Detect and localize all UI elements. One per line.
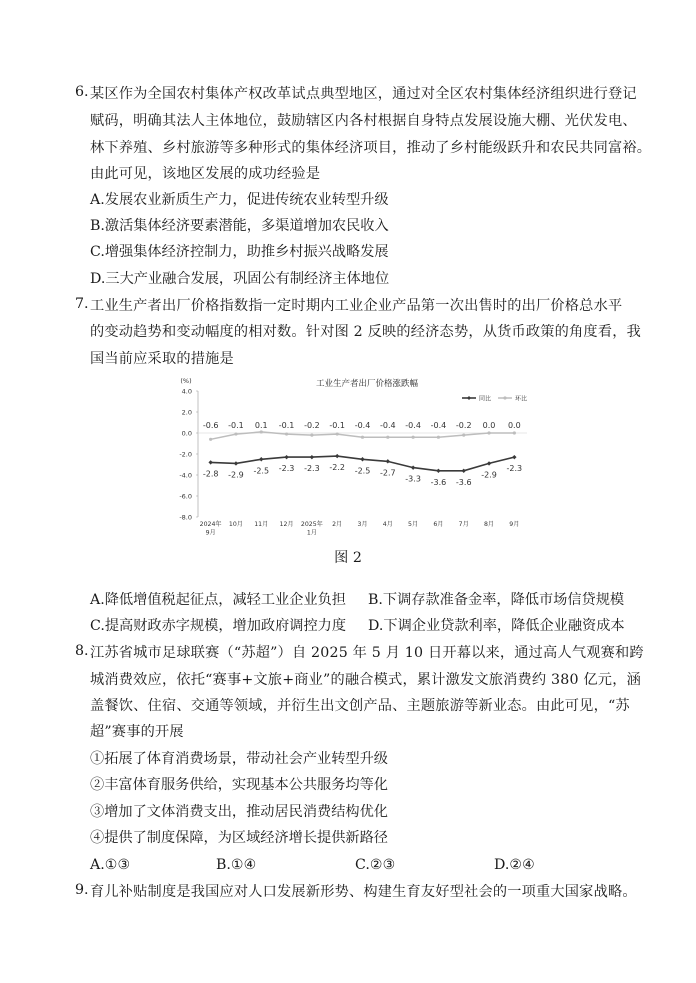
mom-point — [310, 434, 313, 437]
q6-line-2: 赋码，明确其法人主体地位，鼓励辖区内各村根据自身特点发展设施大棚、光伏发电、 — [90, 113, 637, 129]
x-tick-label: 5月 — [408, 521, 419, 528]
q6-line-1: 某区作为全国农村集体产权改革试点典型地区，通过对全区农村集体经济组织进行登记 — [90, 86, 637, 102]
mom-point — [336, 432, 339, 435]
mom-data-label: 0.0 — [507, 421, 521, 430]
mom-point — [513, 431, 516, 434]
yoy-data-label: -2.3 — [278, 464, 295, 474]
yoy-point — [386, 459, 390, 463]
mom-data-label: 0.1 — [254, 421, 268, 430]
mom-point — [285, 432, 288, 435]
yoy-point — [512, 455, 516, 459]
mom-point — [462, 434, 465, 437]
yoy-point — [208, 460, 212, 464]
q9-number: 9. — [75, 882, 89, 898]
mom-data-label: -0.6 — [202, 421, 219, 430]
yoy-data-label: -3.6 — [430, 477, 447, 487]
legend-label-yoy: 同比 — [479, 395, 492, 403]
mom-point — [437, 436, 440, 439]
q7-option-c: C.提高财政赤字规模，增加政府调控力度 — [90, 618, 347, 634]
mom-data-label: -0.4 — [354, 421, 371, 430]
yoy-data-label: -2.9 — [228, 470, 244, 480]
yoy-point — [335, 454, 339, 458]
q8-statement-4: ④提供了制度保障，为区域经济增长提供新路径 — [90, 830, 388, 846]
q6-option-d: D.三大产业融合发展，巩固公有制经济主体地位 — [90, 271, 390, 287]
mom-point — [361, 436, 364, 439]
x-tick-label: 11月 — [254, 521, 269, 528]
y-tick-label: -6.0 — [179, 492, 192, 501]
mom-point — [487, 431, 490, 434]
x-tick-label: 2月 — [332, 521, 343, 528]
yoy-point — [487, 461, 491, 465]
yoy-point — [284, 455, 288, 459]
q7-line-1: 工业生产者出厂价格指数指一定时期内工业企业产品第一次出售时的出厂价格总水平 — [90, 298, 623, 314]
mom-data-label: -0.4 — [430, 421, 447, 430]
q6-option-c: C.增强集体经济控制力，助推乡村振兴战略发展 — [90, 244, 389, 260]
q9-line-1: 育儿补贴制度是我国应对人口发展新形势、构建生育友好型社会的一项重大国家战略。 — [90, 884, 637, 900]
mom-data-label: -0.1 — [228, 421, 244, 430]
y-tick-label: 0.0 — [181, 429, 192, 438]
yoy-point — [436, 469, 440, 473]
x-tick-label: 9月 — [509, 521, 520, 528]
q8-number: 8. — [75, 643, 89, 659]
q7-option-b: B.下调存款准备金率，降低市场信贷规模 — [368, 592, 625, 608]
x-tick-label: 8月 — [483, 521, 495, 528]
x-tick-label: 6月 — [433, 521, 444, 528]
yoy-point — [411, 465, 415, 469]
mom-data-label: -0.1 — [329, 421, 345, 430]
mom-data-label: -0.2 — [304, 421, 320, 430]
q8-option-d: D.②④ — [494, 857, 535, 873]
x-tick-label: 4月 — [382, 521, 393, 528]
yoy-data-label: -2.7 — [380, 468, 396, 478]
mom-data-label: -0.2 — [455, 421, 472, 430]
mom-point — [412, 436, 415, 439]
x-tick-label: 10月 — [228, 521, 243, 528]
x-tick-label: 7月 — [458, 521, 469, 528]
mom-point — [386, 436, 389, 439]
yoy-point — [310, 455, 314, 459]
q8-line-1: 江苏省城市足球联赛（“苏超”）自 2025 年 5 月 10 日开幕以来，通过高人气观赛和跨 — [90, 645, 644, 661]
y-tick-label: -8.0 — [179, 513, 192, 522]
q6-number: 6. — [75, 84, 89, 100]
mom-data-label: 0.0 — [482, 421, 496, 430]
q8-option-a: A.①③ — [90, 857, 131, 873]
yoy-data-label: -2.5 — [354, 466, 371, 476]
x-tick-label: 3月 — [357, 521, 368, 528]
q8-option-c: C.②③ — [355, 857, 396, 873]
legend-marker-yoy — [467, 396, 471, 400]
yoy-point — [234, 461, 238, 465]
y-tick-label: -2.0 — [179, 450, 192, 459]
yoy-point — [259, 457, 263, 461]
yoy-point — [462, 469, 466, 473]
legend-marker-mom — [503, 396, 506, 399]
legend-label-mom: 环比 — [515, 395, 528, 403]
mom-point — [234, 432, 237, 435]
mom-point — [260, 430, 263, 433]
q8-line-2: 城消费效应，依托“赛事+文旅+商业”的融合模式，累计激发文旅消费约 380 亿元，涵 — [90, 672, 641, 688]
yoy-data-label: -2.2 — [329, 463, 345, 473]
y-tick-label: 2.0 — [181, 408, 192, 417]
yoy-data-label: -2.8 — [202, 469, 219, 479]
x-tick-label: 9月 — [205, 529, 216, 537]
mom-point — [209, 438, 212, 441]
q6-option-b: B.激活集体经济要素潜能，多渠道增加农民收入 — [90, 218, 389, 234]
mom-data-label: -0.1 — [278, 421, 295, 430]
chart-title: 工业生产者出厂价格涨跌幅 — [315, 379, 419, 389]
q7-number: 7. — [75, 296, 89, 312]
q7-option-a: A.降低增值税起征点，减轻工业企业负担 — [90, 592, 346, 608]
q8-statement-3: ③增加了文体消费支出，推动居民消费结构优化 — [90, 804, 388, 820]
q6-line-3: 林下养殖、乡村旅游等多种形式的集体经济项目，推动了乡村能级跃升和农民共同富裕。 — [90, 140, 652, 156]
y-axis-unit: (%) — [180, 377, 192, 385]
x-tick-label: 2025年 — [300, 521, 323, 528]
q8-statement-1: ①拓展了体育消费场景，带动社会产业转型升级 — [90, 751, 388, 767]
q7-line-3: 国当前应采取的措施是 — [90, 351, 234, 367]
figure-caption: 图 2 — [334, 550, 362, 566]
mom-data-label: -0.4 — [405, 421, 421, 430]
q6-option-a: A.发展农业新质生产力，促进传统农业转型升级 — [90, 192, 389, 208]
y-tick-label: 4.0 — [181, 387, 192, 396]
q7-option-d: D.下调企业贷款利率，降低企业融资成本 — [368, 618, 625, 634]
q8-line-3: 盖餐饮、住宿、交通等领域，并衍生出文创产品、主题旅游等新业态。由此可见，“苏 — [90, 698, 630, 714]
mom-data-label: -0.4 — [380, 421, 396, 430]
y-tick-label: -4.0 — [179, 471, 192, 480]
yoy-data-label: -2.3 — [304, 464, 320, 474]
yoy-data-label: -3.3 — [405, 474, 421, 484]
x-tick-label: 2024年 — [199, 521, 222, 528]
yoy-data-label: -3.6 — [455, 477, 472, 487]
q8-line-4: 超”赛事的开展 — [90, 724, 184, 740]
yoy-data-label: -2.3 — [506, 464, 523, 474]
yoy-data-label: -2.5 — [253, 466, 270, 476]
q8-option-b: B.①④ — [216, 857, 257, 873]
yoy-point — [360, 457, 364, 461]
x-tick-label: 12月 — [279, 521, 294, 528]
x-tick-label: 1月 — [306, 529, 317, 537]
q7-line-2: 的变动趋势和变动幅度的相对数。针对图 2 反映的经济态势，从货币政策的角度看，我 — [90, 324, 641, 340]
q8-statement-2: ②丰富体育服务供给，实现基本公共服务均等化 — [90, 777, 388, 793]
q6-line-4: 由此可见，该地区发展的成功经验是 — [90, 166, 321, 182]
yoy-data-label: -2.9 — [481, 470, 497, 480]
